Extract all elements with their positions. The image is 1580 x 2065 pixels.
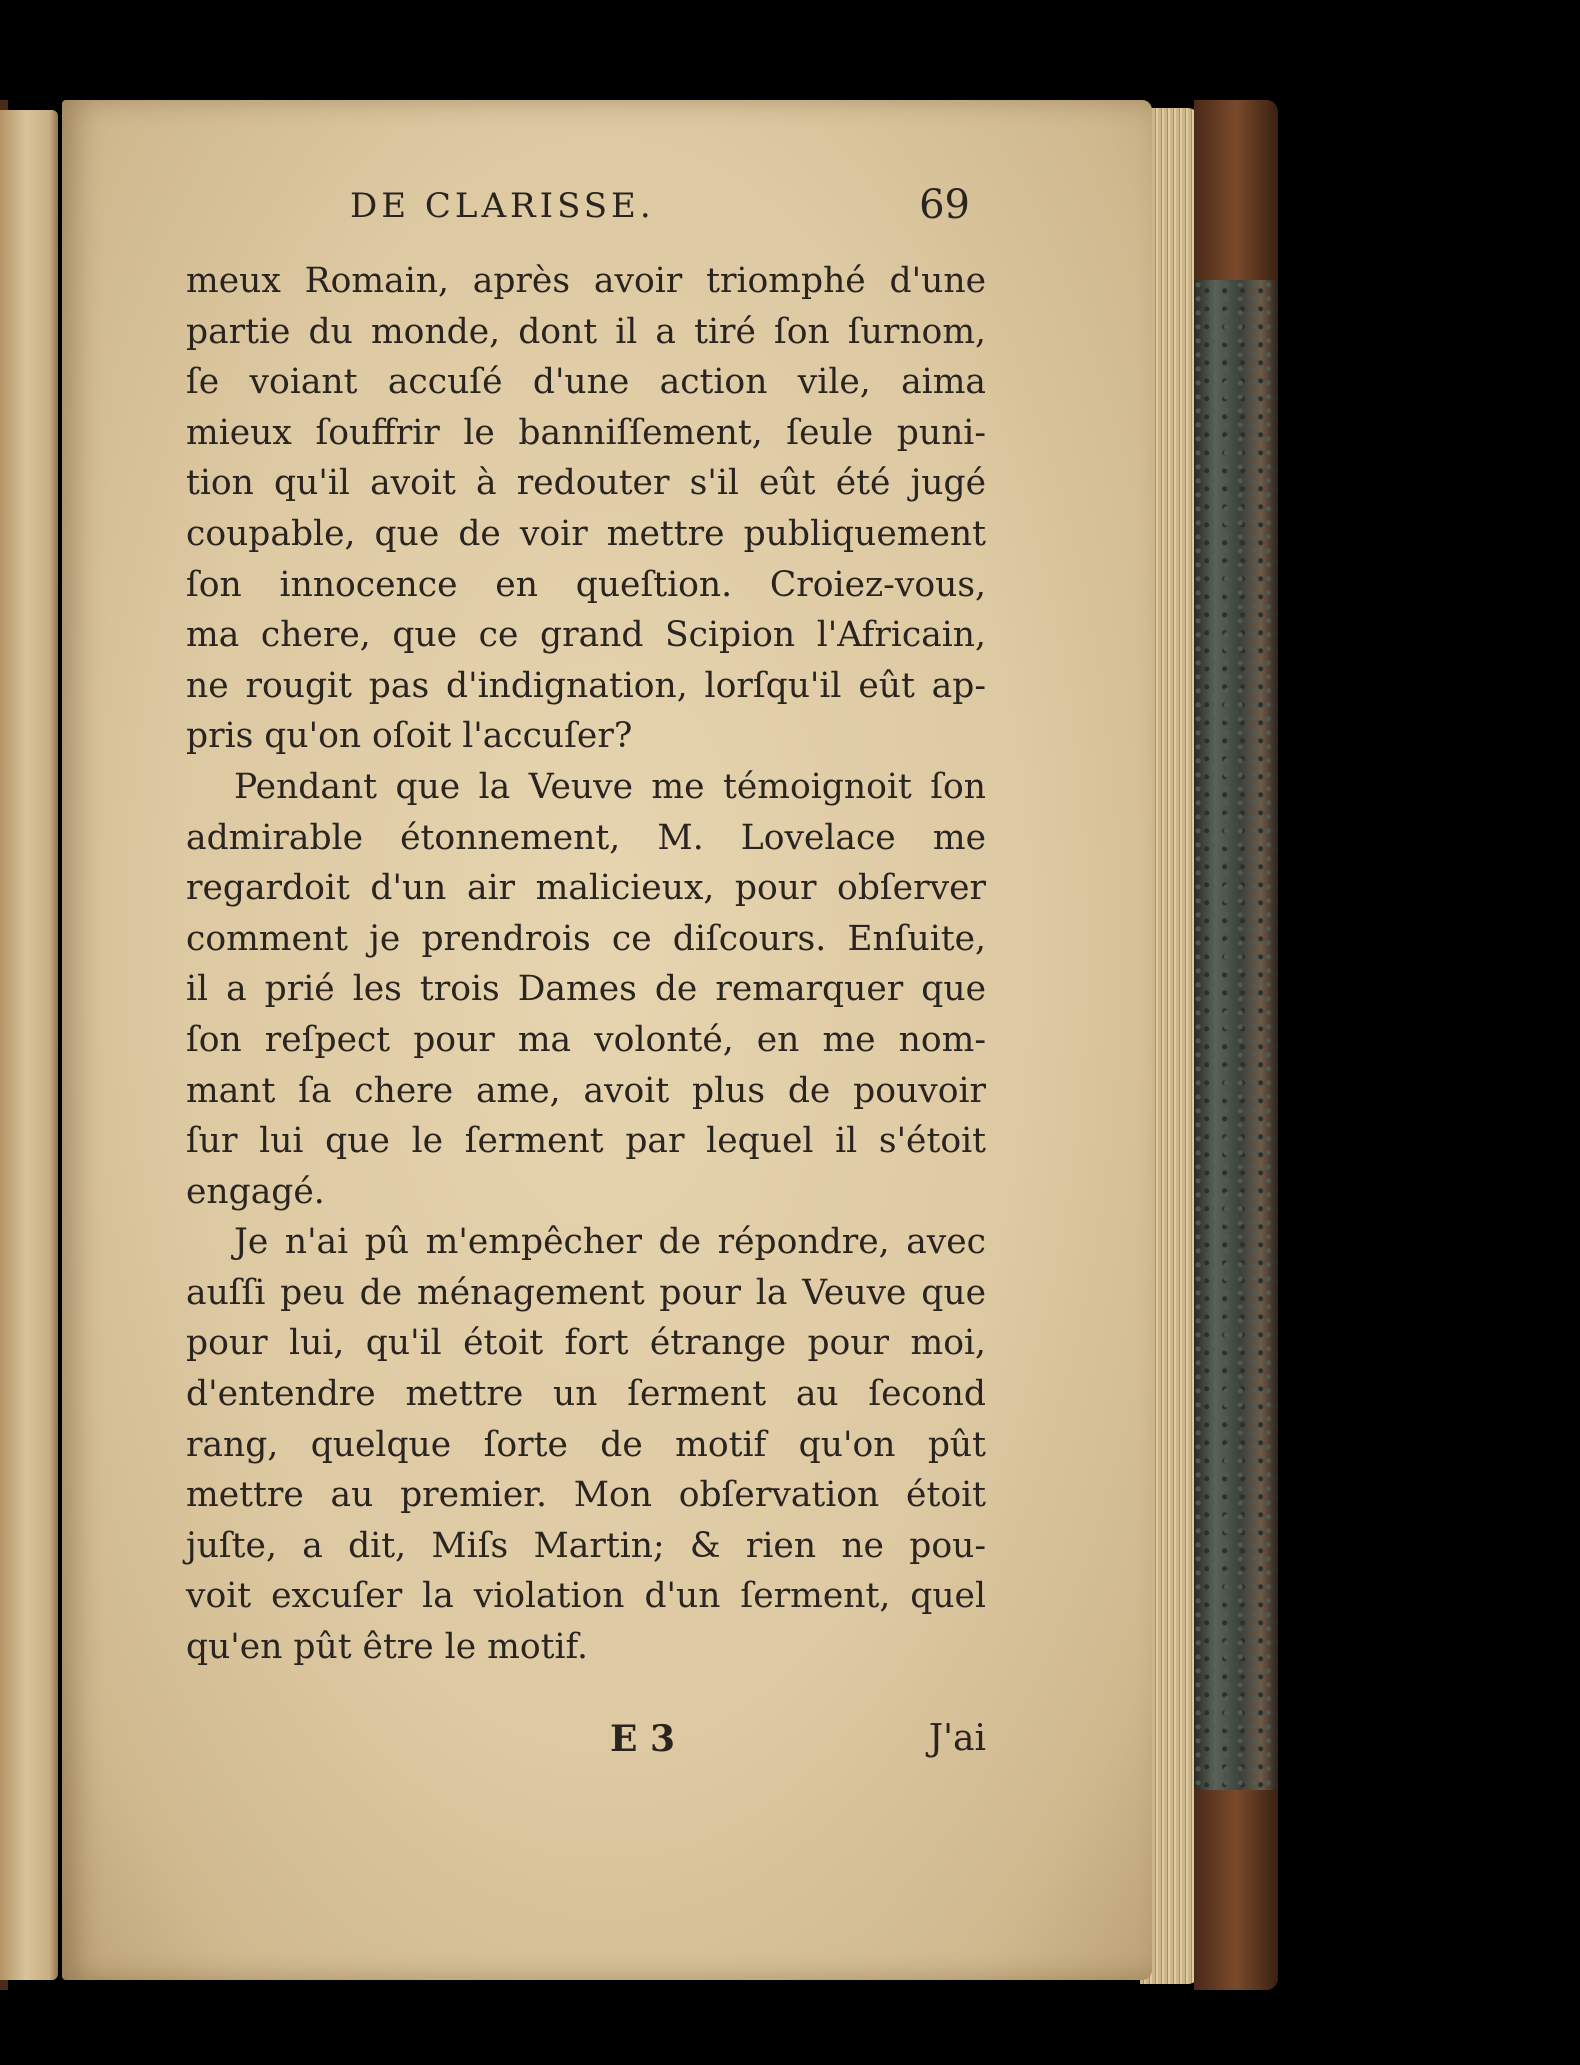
facing-page-edge <box>0 110 58 1980</box>
paragraph <box>186 1217 986 1672</box>
catchword: J'ai <box>928 1718 986 1759</box>
text-line: auſſi peu de ménagement pour la Veuve que <box>186 1272 986 1313</box>
signature-mark: E 3 <box>610 1718 676 1760</box>
text-line: ſon reſpect pour ma volonté, en me nom- <box>186 1019 986 1060</box>
text-line: regardoit d'un air malicieux, pour obſerver <box>186 868 986 909</box>
spine-band-top <box>1194 100 1278 280</box>
book-spine <box>1194 100 1278 1990</box>
page-header <box>350 182 970 242</box>
text-line: comment je prendrois ce diſcours. Enſuite, <box>186 918 986 959</box>
text-line: il a prié les trois Dames de remarquer que <box>186 969 986 1010</box>
text-line: ne rougit pas d'indignation, lorſqu'il eût ap- <box>186 665 986 706</box>
text-line: mieux ſouffrir le banniſſement, ſeule puni- <box>186 412 986 453</box>
paragraph <box>186 762 986 1217</box>
text-line: juſte, a dit, Miſs Martin; & rien ne pou- <box>186 1525 986 1566</box>
text-line: mant ſa chere ame, avoit plus de pouvoir <box>186 1070 986 1111</box>
running-head: DE CLARISSE. <box>350 186 655 226</box>
body-text <box>186 256 986 1673</box>
page-number: 69 <box>919 182 970 228</box>
text-line: meux Romain, après avoir triomphé d'une <box>186 261 986 301</box>
text-line: mettre au premier. Mon obſervation étoit <box>186 1475 986 1516</box>
spine-band-bottom <box>1194 1790 1278 1990</box>
text-line: pour lui, qu'il étoit fort étrange pour moi, <box>186 1323 986 1364</box>
text-line: ſur lui que le ſerment par lequel il s'étoit <box>186 1121 986 1162</box>
text-line: qu'en pût être le motif. <box>186 1627 588 1668</box>
text-line: Pendant que la Veuve me témoignoit ſon <box>234 766 986 807</box>
text-line: admirable étonnement, M. Lovelace me <box>186 817 986 858</box>
text-line: d'entendre mettre un ſerment au ſecond <box>186 1374 986 1415</box>
text-line: tion qu'il avoit à redouter s'il eût été jugé <box>186 463 986 504</box>
text-line: ſe voiant accuſé d'une action vile, aima <box>186 362 986 403</box>
text-line: engagé. <box>186 1171 325 1212</box>
text-line: coupable, que de voir mettre publiquement <box>186 513 986 554</box>
paragraph <box>186 256 986 762</box>
text-line: rang, quelque ſorte de motif qu'on pût <box>186 1424 986 1465</box>
text-line: partie du monde, dont il a tiré ſon ſurnom, <box>186 311 986 352</box>
text-line: ma chere, que ce grand Scipion l'Africain, <box>186 615 986 656</box>
text-line: pris qu'on oſoit l'accuſer? <box>186 716 633 757</box>
page-footer <box>186 1718 986 1778</box>
text-line: ſon innocence en queſtion. Croiez-vous, <box>186 564 986 605</box>
text-line: voit excuſer la violation d'un ſerment, quel <box>186 1576 986 1617</box>
text-line: Je n'ai pû m'empêcher de répondre, avec <box>234 1222 986 1263</box>
